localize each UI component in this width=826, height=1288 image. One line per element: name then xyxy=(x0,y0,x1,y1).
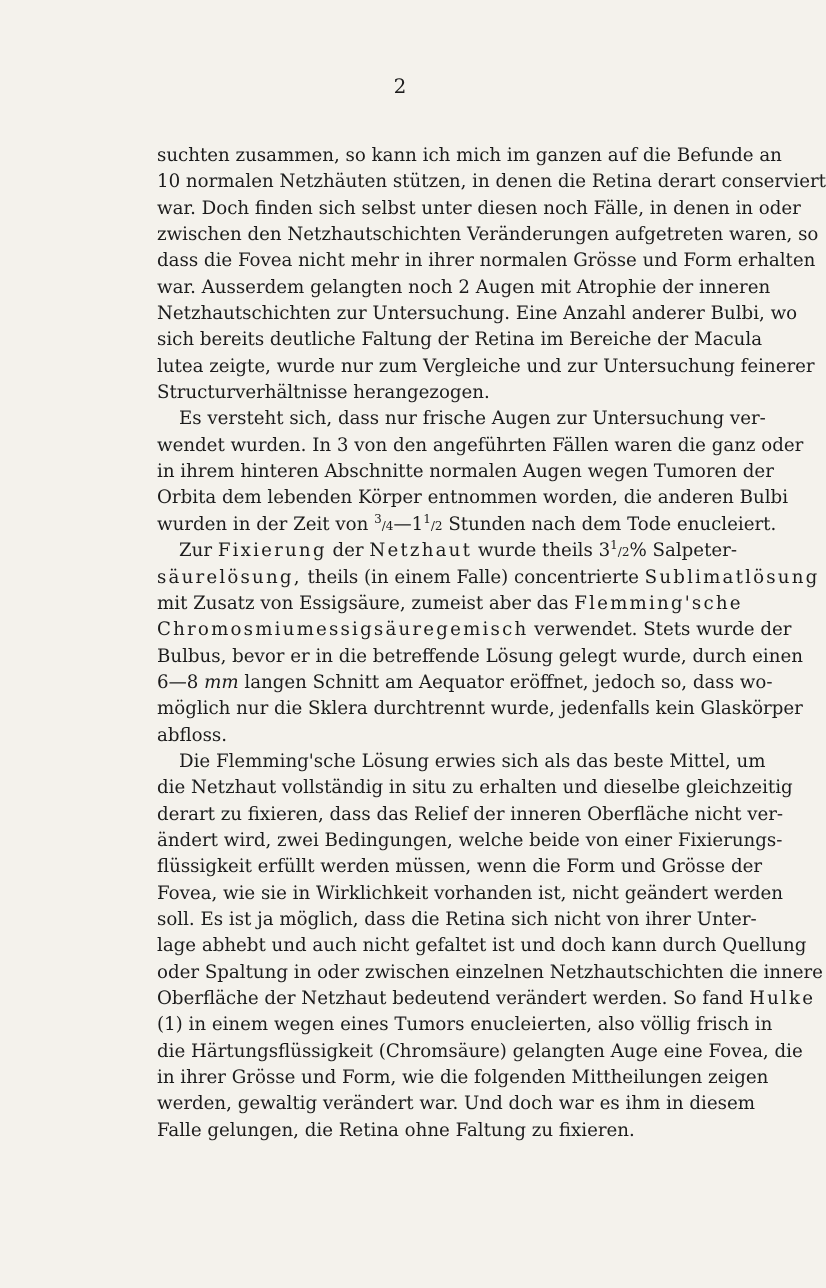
text-line xyxy=(157,485,789,511)
line-text: in ihrer Grösse und Form, wie die folgenden Mittheilungen zeigen xyxy=(157,1067,769,1089)
text-line xyxy=(157,354,815,380)
text-line xyxy=(157,1039,803,1065)
text-line xyxy=(157,1012,773,1038)
line-text: Bulbus, bevor er in die betreffende Lösung gelegt wurde, durch einen xyxy=(157,645,803,667)
author-name: Hulke xyxy=(749,988,816,1009)
line-text: lage abhebt und auch nicht gefaltet ist und doch kann durch Quellung xyxy=(157,935,807,957)
text-line xyxy=(157,222,819,248)
text-line xyxy=(157,670,773,696)
text-line xyxy=(157,380,660,406)
line-text: zwischen den Netzhautschichten Veränderungen aufgetreten waren, so xyxy=(157,224,819,246)
fraction-numerator: 1 xyxy=(610,538,618,553)
line-text: ändert wird, zwei Bedingungen, welche beide von einer Fixierungs- xyxy=(157,829,783,851)
fraction-numerator: 3 xyxy=(374,511,382,526)
line-text: soll. Es ist ja möglich, dass die Retina sich nicht von ihrer Unter- xyxy=(157,908,757,930)
line-text: Orbita dem lebenden Körper entnommen worden, die anderen Bulbi xyxy=(157,487,789,509)
fraction-denominator: /2 xyxy=(617,545,630,560)
text-line xyxy=(157,459,774,485)
fraction-denominator: /4 xyxy=(381,518,394,533)
text-line xyxy=(157,511,777,538)
line-text: Zur xyxy=(179,540,218,562)
line-text: Structurverhältnisse herangezogen. xyxy=(157,382,490,404)
text-line xyxy=(157,775,793,801)
line-text: Stunden nach dem Tode enucleiert. xyxy=(442,513,777,535)
line-text: dass die Fovea nicht mehr in ihrer normalen Grösse und Form erhalten xyxy=(157,250,816,272)
line-text: lutea zeigte, wurde nur zum Vergleiche und zur Untersuchung feinerer xyxy=(157,355,815,377)
line-text: langen Schnitt am Aequator eröffnet, jedoch so, dass wo- xyxy=(238,671,773,693)
text-line xyxy=(157,406,766,432)
text-line xyxy=(157,538,737,564)
text-line xyxy=(157,696,803,722)
line-text: flüssigkeit erfüllt werden müssen, wenn die Form und Grösse der xyxy=(157,856,763,878)
fraction-denominator: /2 xyxy=(430,518,443,533)
text-line xyxy=(157,907,757,933)
text-line xyxy=(157,565,820,591)
line-text: abfloss. xyxy=(157,724,228,746)
line-text: 6—8 xyxy=(157,671,205,693)
line-text: die Härtungsflüssigkeit (Chromsäure) gelangten Auge eine Fovea, die xyxy=(157,1040,803,1062)
line-text: werden, gewaltig verändert war. Und doch war es ihm in diesem xyxy=(157,1093,755,1115)
text-line xyxy=(157,644,803,670)
line-text: 10 normalen Netzhäuten stützen, in denen die Retina derart conserviert xyxy=(157,171,826,193)
line-text: Falle gelungen, die Retina ohne Faltung zu fixieren. xyxy=(157,1119,635,1141)
text-line xyxy=(157,301,798,327)
text-line xyxy=(157,1118,660,1144)
line-text: wendet wurden. In 3 von den angeführten Fällen waren die ganz oder xyxy=(157,434,804,456)
line-text: derart zu fixieren, dass das Relief der inneren Oberfläche nicht ver- xyxy=(157,803,784,825)
text-line xyxy=(157,749,766,775)
text-line xyxy=(157,986,816,1012)
line-text: (1) in einem wegen eines Tumors enucleierten, also völlig frisch in xyxy=(157,1014,773,1036)
text-line xyxy=(157,1065,769,1091)
line-text: theils (in einem Falle) concentrierte xyxy=(301,566,645,588)
text-line xyxy=(157,960,823,986)
line-text: Oberfläche der Netzhaut bedeutend verändert werden. So fand xyxy=(157,988,750,1009)
spaced-term: säurelösung, xyxy=(157,566,302,588)
spaced-term: Flemming'sche xyxy=(574,592,743,614)
unit-italic: mm xyxy=(204,671,239,693)
text-line xyxy=(157,327,763,353)
text-line xyxy=(157,275,771,301)
line-text: wurde theils 3 xyxy=(472,540,611,562)
line-text: Die Flemming'sche Lösung erwies sich als das beste Mittel, um xyxy=(179,750,766,772)
line-text: sich bereits deutliche Faltung der Retina im Bereiche der Macula xyxy=(157,329,763,351)
text-line xyxy=(157,591,743,617)
text-line xyxy=(157,881,784,907)
spaced-term: Netzhaut xyxy=(369,540,473,562)
line-text: Es versteht sich, dass nur frische Augen zur Untersuchung ver- xyxy=(179,408,766,430)
text-line xyxy=(157,1091,755,1117)
text-line xyxy=(157,169,826,195)
text-line xyxy=(157,196,801,222)
line-text: Fovea, wie sie in Wirklichkeit vorhanden ist, nicht geändert werden xyxy=(157,882,784,904)
line-text: war. Doch finden sich selbst unter diesen noch Fälle, in denen in oder xyxy=(157,197,801,219)
line-text: Netzhautschichten zur Untersuchung. Eine Anzahl anderer Bulbi, wo xyxy=(157,303,798,325)
fraction-numerator: 1 xyxy=(423,511,431,526)
line-text: % Salpeter- xyxy=(629,540,737,562)
line-text: möglich nur die Sklera durchtrennt wurde, jedenfalls kein Glaskörper xyxy=(157,698,803,720)
text-line xyxy=(157,248,816,274)
line-text: —1 xyxy=(393,513,424,535)
text-line xyxy=(157,854,763,880)
line-text: in ihrem hinteren Abschnitte normalen Augen wegen Tumoren der xyxy=(157,461,774,483)
text-line xyxy=(157,828,783,854)
spaced-term: Sublimatlösung xyxy=(644,566,820,588)
text-line xyxy=(157,723,660,749)
text-line xyxy=(157,143,782,169)
line-text: die Netzhaut vollständig in situ zu erhalten und dieselbe gleichzeitig xyxy=(157,777,793,799)
line-text: suchten zusammen, so kann ich mich im ganzen auf die Befunde an xyxy=(157,145,782,166)
spaced-term: Fixierung xyxy=(217,540,327,562)
text-line xyxy=(157,802,784,828)
line-text: oder Spaltung in oder zwischen einzelnen Netzhautschichten die innere xyxy=(157,961,823,983)
line-text: der xyxy=(326,540,370,562)
line-text: wurden in der Zeit von xyxy=(157,513,375,535)
text-line xyxy=(157,933,807,959)
spaced-term: Chromosmiumessigsäuregemisch xyxy=(157,619,529,641)
line-text: verwendet. Stets wurde der xyxy=(528,619,792,641)
body-text xyxy=(157,143,826,1144)
text-line xyxy=(157,433,804,459)
line-text: mit Zusatz von Essigsäure, zumeist aber das xyxy=(157,592,575,614)
page-number: 2 xyxy=(393,74,407,98)
line-text: war. Ausserdem gelangten noch 2 Augen mit Atrophie der inneren xyxy=(157,276,771,298)
text-line xyxy=(157,617,792,643)
